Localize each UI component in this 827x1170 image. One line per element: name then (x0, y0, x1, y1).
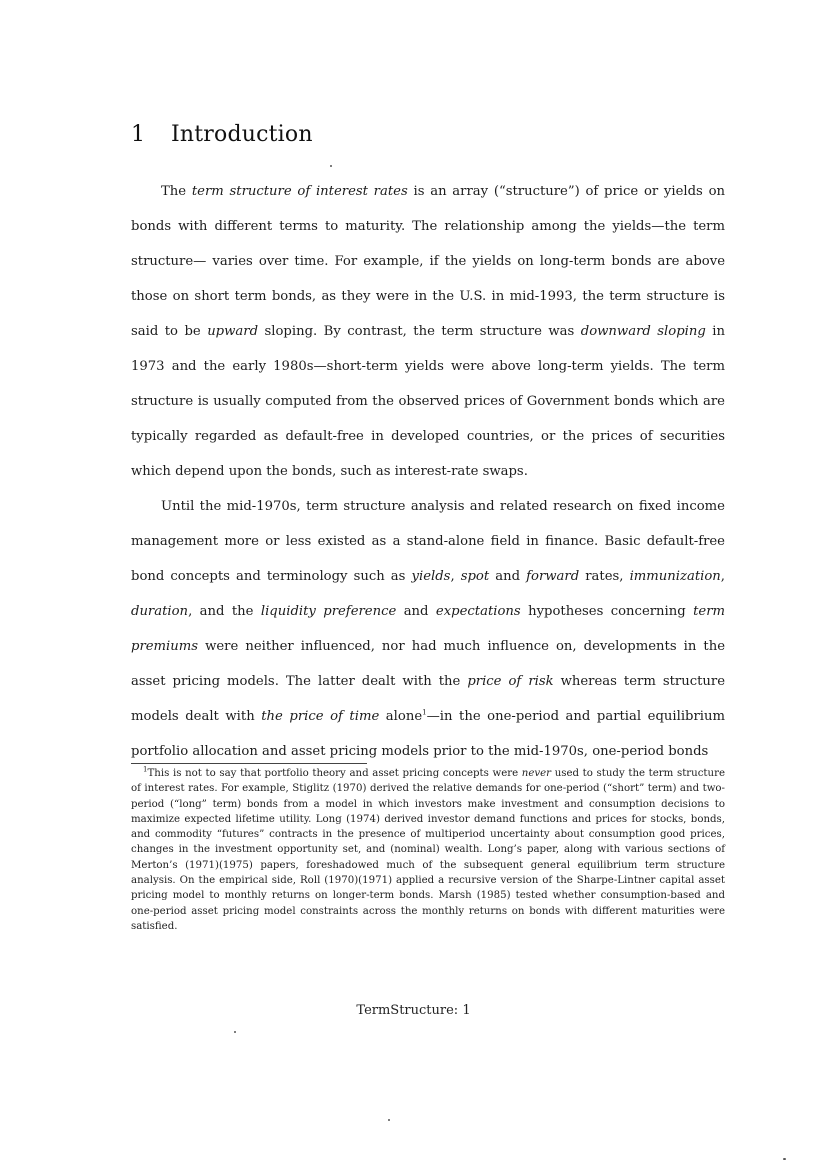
text-run: The (161, 184, 192, 199)
scan-speck (234, 1031, 236, 1033)
footnotes (131, 766, 725, 934)
text-run: and (396, 604, 436, 619)
text-run: used to study the term structure of interest rates. For example, Stiglitz (1970) derived the relative demands for one-period (“short” term) and two-period (“long” term) bonds from a model in which investors make investment and consumption decisions to maximize expected lifetime utility. Long (1974) derived investor demand functions and prices for stocks, bonds, and commodity “futures” contracts in the presence of multiperiod uncertainty about consumption good prices, changes in the investment opportunity set, and (nominal) wealth. Long’s paper, along with various sections of Merton’s (1971)(1975) papers, foreshadowed much of the subsequent general equilibrium term structure analysis. On the empirical side, Roll (1970)(1971) applied a recursive version of the Sharpe-Lintner capital asset pricing model to monthly returns on longer-term bonds. Marsh (1985) tested whether consumption-based and one-period asset pricing model constraints across the monthly returns on bonds with different maturities were satisfied. (131, 768, 725, 932)
text-run: , and the (188, 604, 261, 619)
paragraph (131, 174, 725, 489)
emphasis: immunization (629, 569, 721, 584)
text-run: sloping. By contrast, the term structure was (258, 324, 581, 339)
text-run: is an array (“structure”) of price or yields on bonds with different terms to maturity. The relationship among the yields—the term structure— varies over time. For example, if the yields on long-term bonds are above those on short term bonds, as they were in the U.S. in mid-1993, the term structure is said to be (131, 184, 726, 339)
emphasis: upward (207, 324, 259, 339)
emphasis: forward (526, 569, 580, 584)
emphasis: the price of time (261, 709, 380, 724)
text-run: in 1973 and the early 1980s—short-term yields were above long-term yields. The term structure is usually computed from the observed prices of Government bonds which are typically regarded as default-free in developed countries, or the prices of securities which depend upon the bonds, such as interest-rate swaps. (131, 324, 725, 479)
page-footer: TermStructure: 1 (356, 1003, 471, 1018)
section-number: 1 (131, 122, 146, 147)
text-run: —in the one-period and partial equilibrium portfolio allocation and asset pricing models prior to the mid-1970s, one-period bonds (131, 709, 725, 759)
text-run: hypotheses concerning (520, 604, 694, 619)
emphasis: price of risk (467, 674, 554, 689)
text-run: whereas term structure models dealt with (131, 674, 725, 724)
footnote-divider (131, 763, 367, 764)
emphasis: yields (411, 569, 451, 584)
text-run: Until the mid-1970s, term structure analysis and related research on fixed income management more or less existed as a stand-alone field in finance. Basic default-free bond concepts and terminology such as (131, 499, 725, 584)
text-run: , (720, 569, 725, 584)
emphasis: liquidity preference (260, 604, 397, 619)
text-run: and (489, 569, 527, 584)
section-title: Introduction (171, 122, 313, 147)
emphasis: expectations (435, 604, 521, 619)
footnote (131, 766, 725, 934)
scan-speck (330, 165, 332, 167)
text-run: alone (379, 709, 423, 724)
section-heading (131, 122, 313, 147)
emphasis: downward sloping (580, 324, 706, 339)
paragraph (131, 489, 725, 769)
emphasis: duration (131, 604, 189, 619)
text-run: were neither influenced, nor had much influence on, developments in the asset pricing models. The latter dealt with the (131, 639, 725, 689)
scan-speck (388, 1119, 390, 1121)
emphasis: term premiums (131, 604, 726, 654)
emphasis: term structure of interest rates (191, 184, 408, 199)
emphasis: spot (460, 569, 490, 584)
footnote-mark: 1 (143, 765, 148, 774)
body-text (131, 174, 725, 769)
scan-speck (783, 1158, 786, 1160)
text-run: This is not to say that portfolio theory and asset pricing concepts were (147, 768, 522, 779)
text-run: , (450, 569, 461, 584)
emphasis: never (521, 768, 552, 779)
footnote-reference[interactable]: 1 (422, 708, 427, 717)
text-run: rates, (579, 569, 630, 584)
